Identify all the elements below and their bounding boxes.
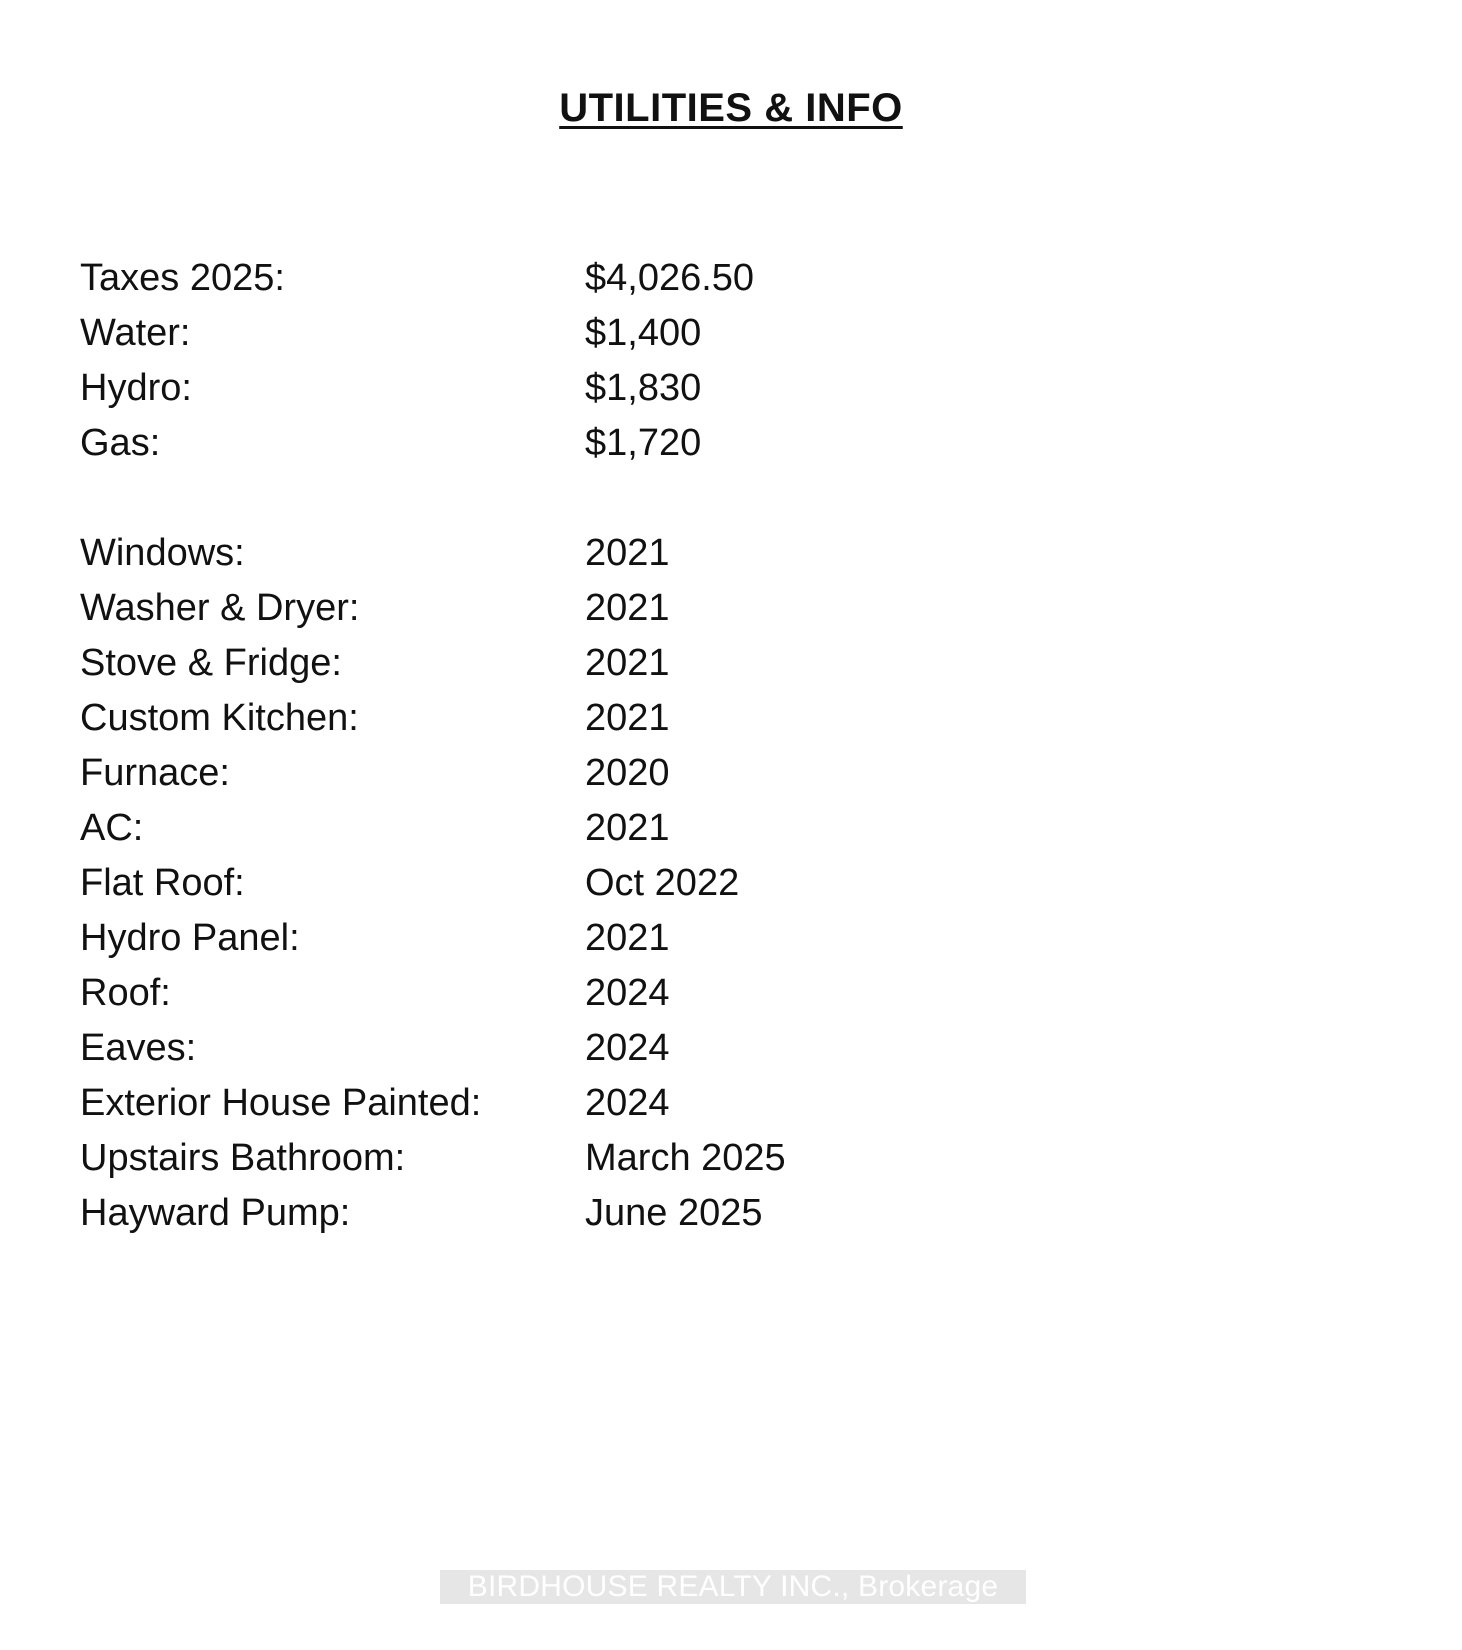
cost-row-water	[80, 306, 1080, 361]
brokerage-watermark: BIRDHOUSE REALTY INC., Brokerage	[440, 1570, 1026, 1604]
cost-row-gas	[80, 416, 1080, 471]
update-label: Upstairs Bathroom:	[80, 1137, 406, 1179]
cost-value: $4,026.50	[585, 257, 755, 299]
update-row-exterior-painted	[80, 1076, 1080, 1131]
update-value: 2021	[585, 917, 670, 959]
update-label: Eaves:	[80, 1027, 197, 1069]
update-value: 2024	[585, 1082, 670, 1124]
update-value: 2024	[585, 972, 670, 1014]
info-list	[80, 251, 1080, 1241]
update-row-upstairs-bathroom	[80, 1131, 1080, 1186]
cost-label: Hydro:	[80, 367, 192, 409]
update-row-hydro-panel	[80, 911, 1080, 966]
update-value: 2021	[585, 587, 670, 629]
cost-value: $1,400	[585, 312, 702, 354]
update-label: Hydro Panel:	[80, 917, 300, 959]
update-row-washer-dryer	[80, 581, 1080, 636]
update-label: AC:	[80, 807, 144, 849]
update-label: Flat Roof:	[80, 862, 245, 904]
update-row-furnace	[80, 746, 1080, 801]
cost-row-hydro	[80, 361, 1080, 416]
update-value: 2021	[585, 807, 670, 849]
update-row-custom-kitchen	[80, 691, 1080, 746]
update-value: June 2025	[585, 1192, 763, 1234]
cost-row-taxes	[80, 251, 1080, 306]
cost-label: Gas:	[80, 422, 161, 464]
update-value: Oct 2022	[585, 862, 740, 904]
cost-value: $1,830	[585, 367, 702, 409]
update-row-hayward-pump	[80, 1186, 1080, 1241]
update-label: Windows:	[80, 532, 245, 574]
page-title: UTILITIES & INFO	[559, 86, 903, 130]
update-row-stove-fridge	[80, 636, 1080, 691]
update-value: March 2025	[585, 1137, 786, 1179]
costs-group	[80, 251, 1080, 471]
update-row-eaves	[80, 1021, 1080, 1076]
update-label: Furnace:	[80, 752, 230, 794]
update-value: 2021	[585, 532, 670, 574]
update-label: Exterior House Painted:	[80, 1082, 482, 1124]
update-label: Hayward Pump:	[80, 1192, 351, 1234]
update-value: 2021	[585, 697, 670, 739]
update-row-flat-roof	[80, 856, 1080, 911]
updates-group	[80, 526, 1080, 1241]
update-label: Stove & Fridge:	[80, 642, 342, 684]
cost-label: Taxes 2025:	[80, 257, 285, 299]
update-row-roof	[80, 966, 1080, 1021]
update-row-windows	[80, 526, 1080, 581]
update-value: 2020	[585, 752, 670, 794]
update-label: Custom Kitchen:	[80, 697, 359, 739]
update-label: Washer & Dryer:	[80, 587, 360, 629]
cost-label: Water:	[80, 312, 191, 354]
update-label: Roof:	[80, 972, 171, 1014]
cost-value: $1,720	[585, 422, 702, 464]
update-value: 2024	[585, 1027, 670, 1069]
group-spacer	[80, 471, 1080, 526]
update-value: 2021	[585, 642, 670, 684]
update-row-ac	[80, 801, 1080, 856]
